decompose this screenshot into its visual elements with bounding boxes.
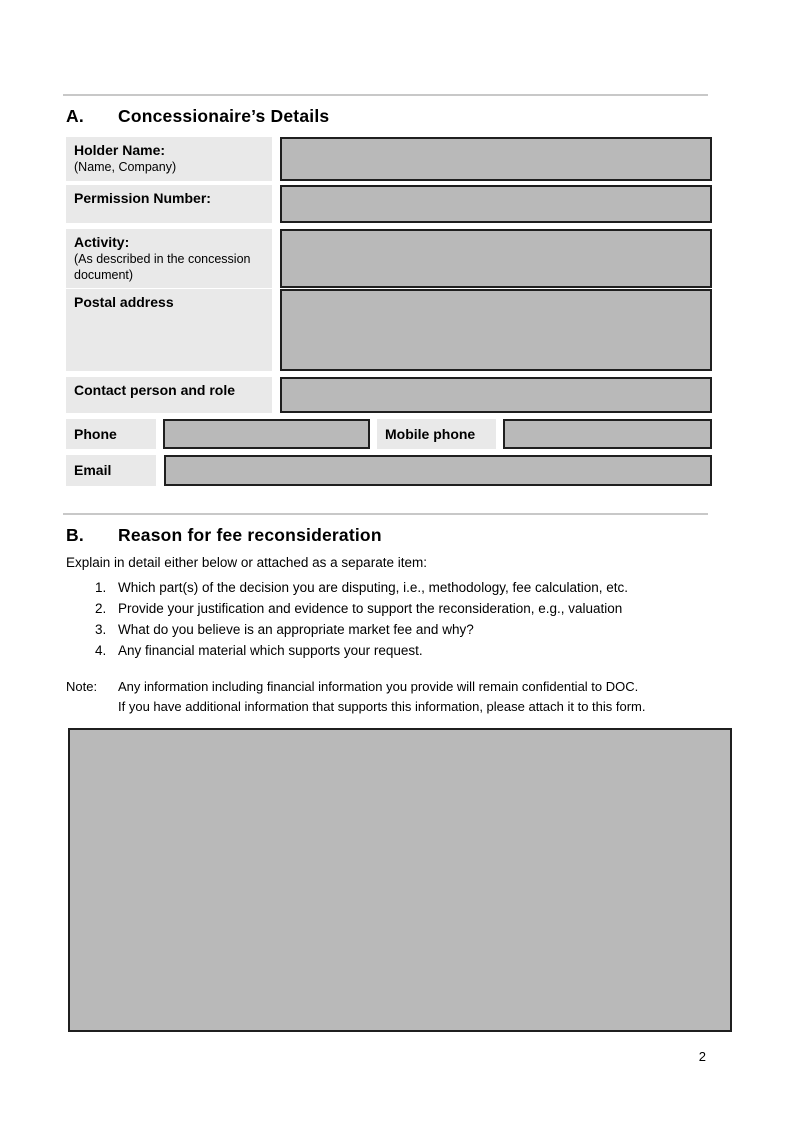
email-label: Email — [74, 462, 112, 478]
activity-label-cell — [66, 229, 272, 288]
section-b-heading — [66, 524, 712, 546]
permission-number-row — [66, 185, 712, 223]
list-item-number: 1. — [95, 580, 107, 595]
section-b-letter: B. — [66, 525, 84, 545]
holder-name-input[interactable] — [280, 137, 712, 181]
postal-address-label-cell — [66, 289, 272, 371]
contact-person-input[interactable] — [280, 377, 712, 413]
holder-name-label-cell — [66, 137, 272, 181]
activity-label: Activity: — [74, 234, 130, 250]
section-a-divider — [63, 94, 708, 96]
note-text — [118, 677, 646, 717]
holder-name-label: Holder Name: — [74, 142, 166, 158]
list-item-text: Which part(s) of the decision you are disputing, i.e., methodology, fee calculation, etc. — [118, 580, 629, 595]
permission-number-label: Permission Number: — [74, 190, 211, 206]
holder-name-row — [66, 137, 712, 179]
section-b-divider — [63, 513, 708, 515]
contact-person-row — [66, 377, 712, 413]
list-item-text: Any financial material which supports your request. — [118, 643, 423, 658]
list-item-number: 3. — [95, 622, 107, 637]
postal-address-row — [66, 289, 712, 371]
list-item-number: 2. — [95, 601, 107, 616]
list-item-text: Provide your justification and evidence to support the reconsideration, e.g., valuation — [118, 601, 623, 616]
list-item-number: 4. — [95, 643, 107, 658]
note-label: Note: — [66, 679, 98, 694]
phone-label: Phone — [74, 425, 117, 442]
page-number: 2 — [698, 1049, 706, 1064]
list-item — [66, 598, 712, 619]
section-a-title: Concessionaire’s Details — [118, 106, 330, 126]
phone-row — [66, 419, 712, 449]
phone-input[interactable] — [163, 419, 370, 449]
concessionaire-details-table — [66, 137, 712, 486]
holder-name-sublabel: (Name, Company) — [74, 160, 177, 174]
postal-address-input[interactable] — [280, 289, 712, 371]
reason-details-input[interactable] — [68, 728, 732, 1032]
permission-number-label-cell — [66, 185, 272, 223]
section-a-letter: A. — [66, 106, 84, 126]
section-a-heading — [66, 105, 712, 127]
mobile-phone-input[interactable] — [503, 419, 712, 449]
section-b-list — [66, 577, 712, 661]
contact-person-label: Contact person and role — [74, 382, 236, 398]
permission-number-input[interactable] — [280, 185, 712, 223]
section-b-title: Reason for fee reconsideration — [118, 525, 382, 545]
list-item — [66, 640, 712, 661]
email-row — [66, 455, 712, 486]
mobile-phone-label-cell — [377, 419, 496, 449]
note-line: Any information including financial information you provide will remain confidential to DOC. — [118, 679, 639, 694]
mobile-phone-label: Mobile phone — [385, 425, 476, 442]
list-item-text: What do you believe is an appropriate market fee and why? — [118, 622, 474, 637]
list-item — [66, 577, 712, 598]
note-line: If you have additional information that supports this information, please attach it to this form. — [118, 699, 646, 714]
section-b-intro: Explain in detail either below or attached as a separate item: — [66, 555, 427, 570]
activity-input[interactable] — [280, 229, 712, 288]
list-item — [66, 619, 712, 640]
email-input[interactable] — [164, 455, 712, 486]
phone-label-cell — [66, 419, 156, 449]
activity-sublabel: (As described in the concession document) — [74, 252, 251, 282]
activity-row — [66, 229, 712, 283]
contact-person-label-cell — [66, 377, 272, 413]
note-block — [66, 677, 712, 717]
postal-address-label: Postal address — [74, 294, 174, 310]
email-label-cell — [66, 455, 156, 486]
